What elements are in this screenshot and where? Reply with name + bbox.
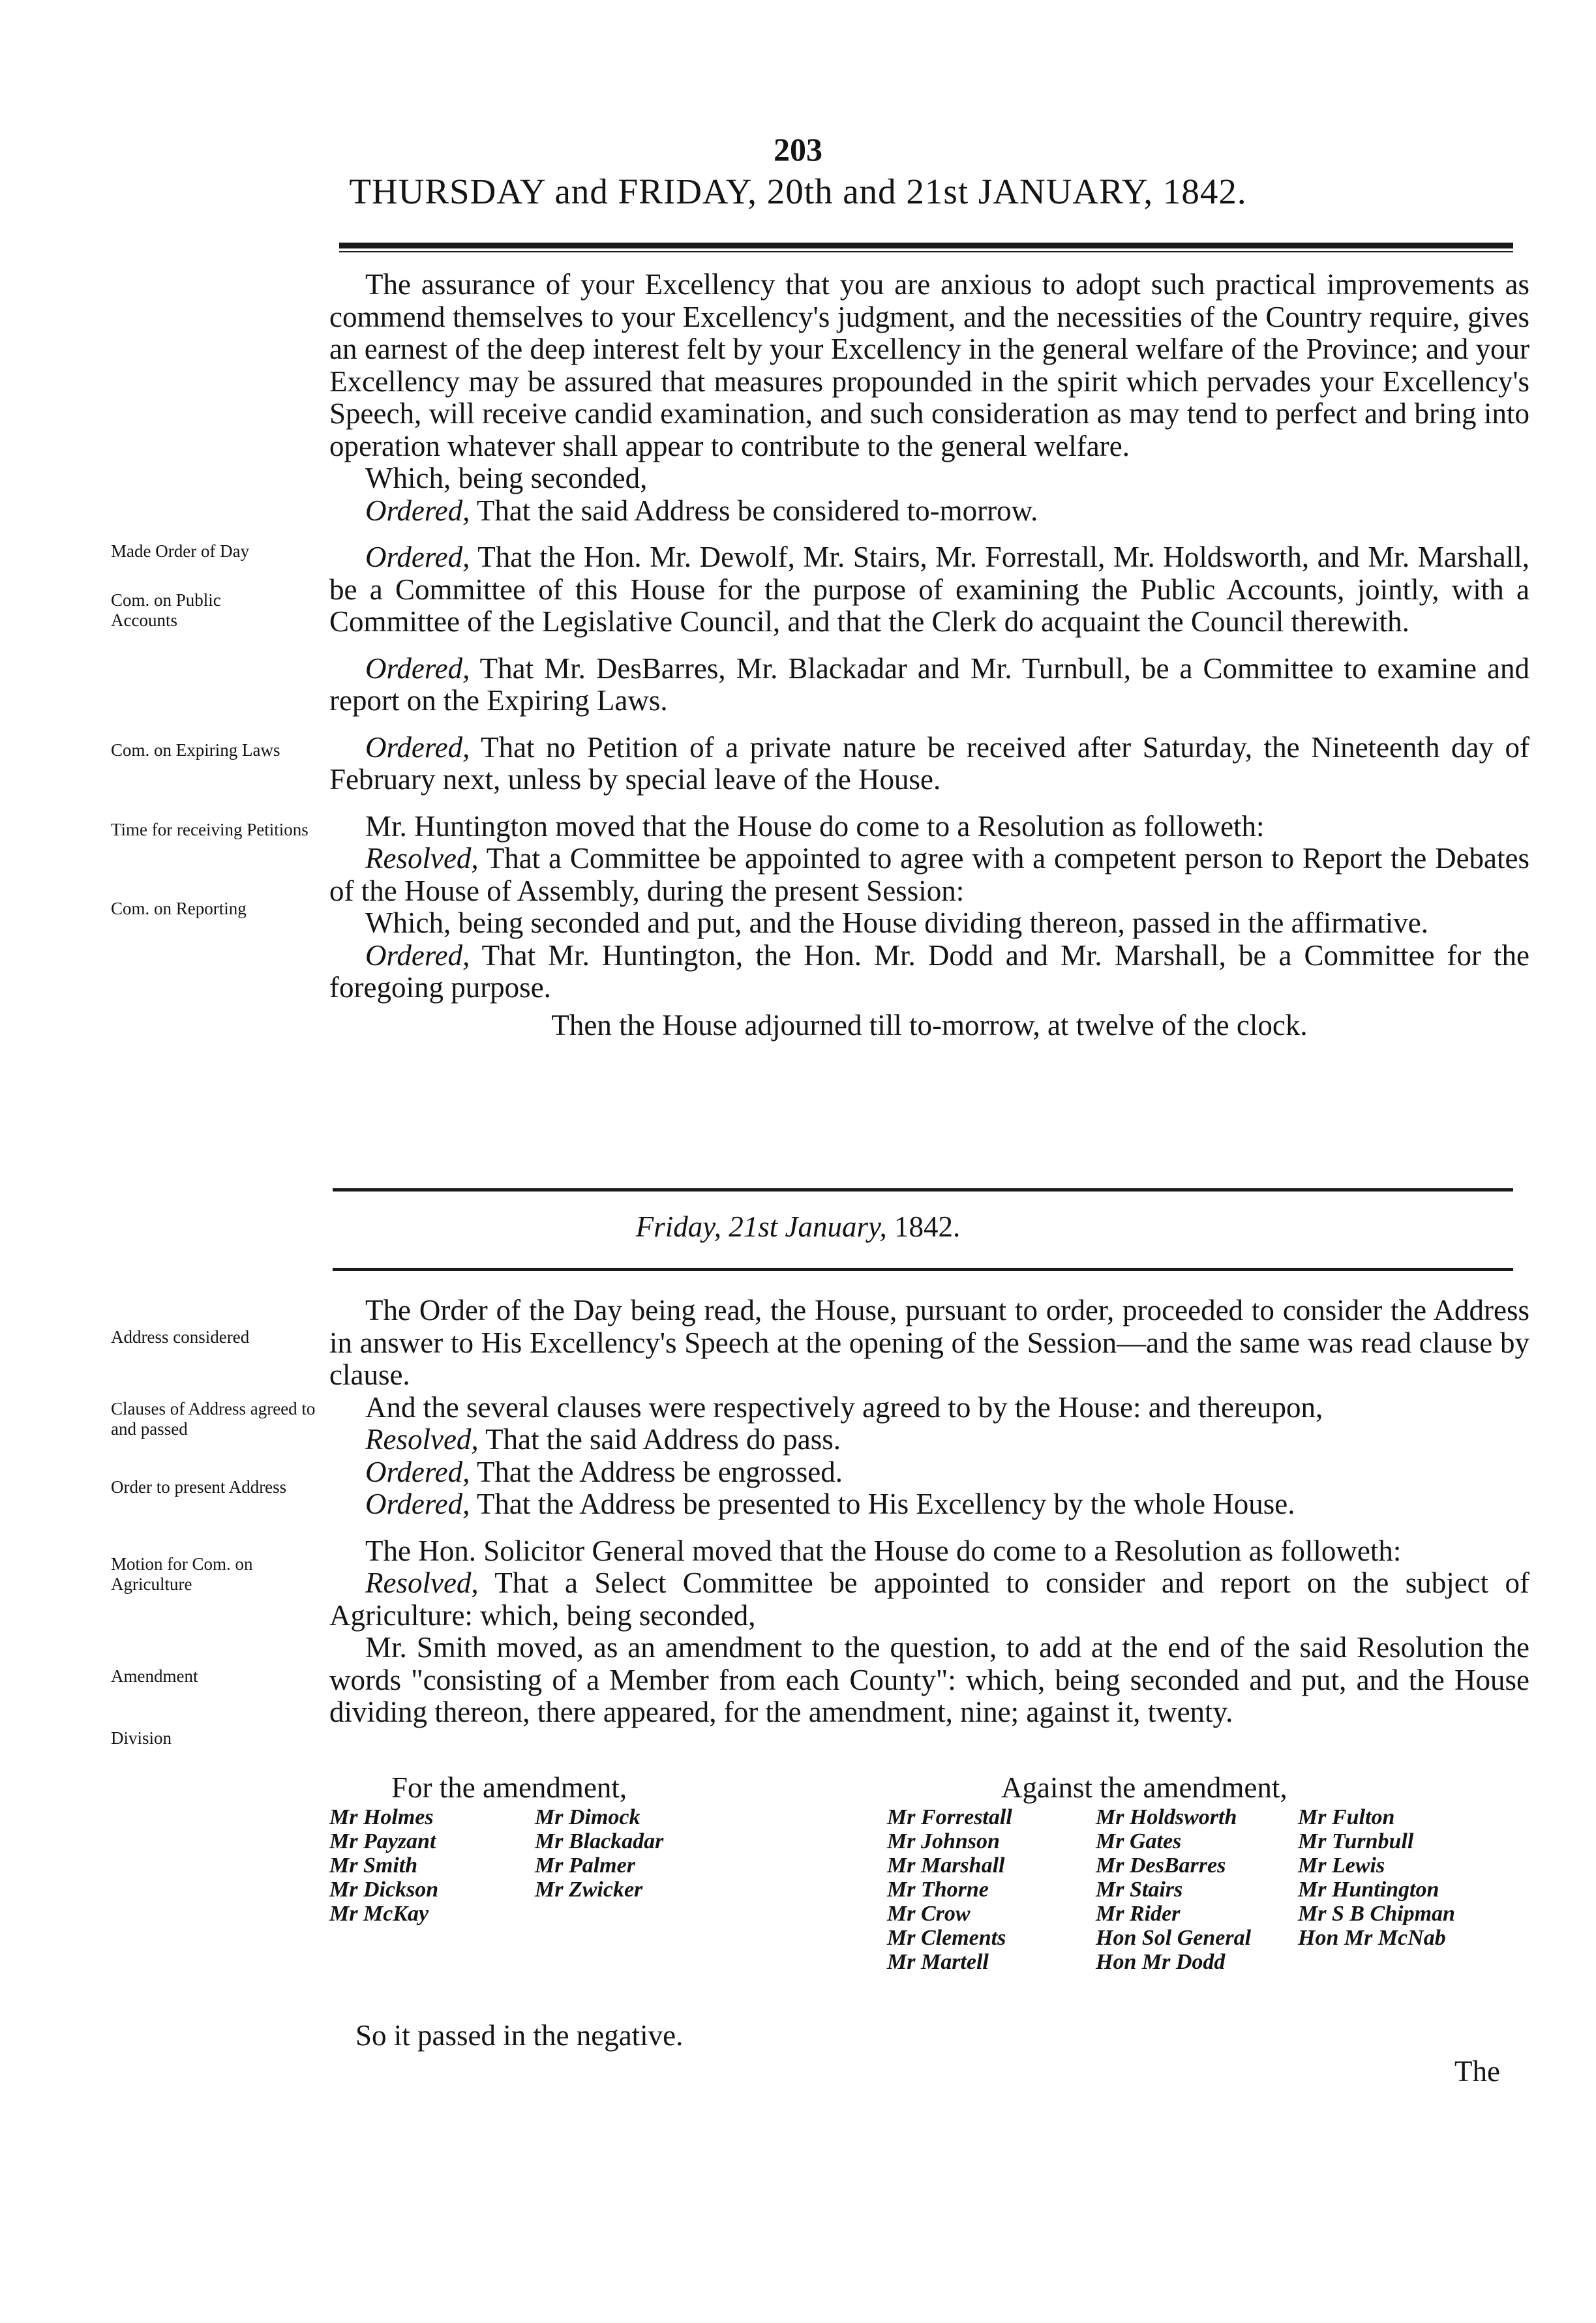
margin-note-amendment: Amendment [111, 1666, 198, 1686]
member-name: Mr Crow [887, 1902, 971, 1926]
against-names-col3 [1298, 1805, 1455, 1950]
margin-note-public-accounts: Com. on Public Accounts [111, 590, 221, 630]
margin-note-reporting: Com. on Reporting [111, 899, 247, 918]
friday-heading [0, 1210, 1596, 1244]
member-name: Mr Clements [887, 1926, 1006, 1950]
member-name: Hon Mr McNab [1298, 1926, 1446, 1950]
italic-label: Ordered, [365, 938, 470, 972]
italic-label: Ordered, [365, 1455, 470, 1488]
paragraph [329, 1424, 1529, 1456]
member-name: Mr Blackadar [535, 1829, 664, 1853]
paragraph [329, 541, 1529, 638]
margin-note-petitions: Time for receiving Petitions [111, 820, 309, 839]
paragraph-text: That the Address be engrossed. [470, 1455, 843, 1488]
member-name: Mr Johnson [887, 1829, 1000, 1853]
for-names-col1 [329, 1805, 438, 1926]
paragraph-text: That a Select Committee be appointed to consider and report on the subject of Agriculture: which, being seconded, [329, 1566, 1529, 1632]
section-divider [333, 1188, 1513, 1191]
paragraph [329, 732, 1529, 796]
margin-note-address-considered: Address considered [111, 1327, 250, 1347]
paragraph: The Order of the Day being read, the House, pursuant to order, proceeded to consider the Address in answer to His Excellency's Speech at the opening of the Session—and the same was read clause by clause. [329, 1294, 1529, 1391]
member-name: Mr Fulton [1298, 1805, 1395, 1829]
member-name: Mr Dimock [535, 1805, 640, 1829]
member-name: Mr Dickson [329, 1878, 439, 1902]
italic-label: Ordered, [365, 494, 470, 527]
against-amendment-heading: Against the amendment, [1001, 1771, 1287, 1804]
heading-year: 1842. [886, 1210, 961, 1243]
paragraph [329, 1488, 1529, 1521]
friday-rule [333, 1268, 1513, 1271]
paragraph: Mr. Huntington moved that the House do come to a Resolution as followeth: [365, 809, 1265, 843]
margin-note-expiring-laws: Com. on Expiring Laws [111, 740, 280, 760]
division-result: So it passed in the negative. [355, 2019, 684, 2052]
paragraph-text: That the Hon. Mr. Dewolf, Mr. Stairs, Mr. Forrestall, Mr. Holdsworth, and Mr. Marshall, be a Committee of this House for the purpose of examining the Public Accounts, jointly, with a Committee of the Legislative Council, and that the Clerk do acquaint the Council therewith. [329, 541, 1529, 638]
member-name: Mr Stairs [1096, 1878, 1183, 1902]
paragraph: Which, being seconded and put, and the House dividing thereon, passed in the affirmative. [365, 907, 1428, 939]
for-amendment-heading: For the amendment, [391, 1771, 627, 1804]
paragraph [329, 1456, 1529, 1489]
margin-note-motion-agriculture: Motion for Com. on Agriculture [111, 1554, 253, 1594]
against-names-col1 [887, 1805, 1012, 1974]
member-name: Mr Rider [1096, 1902, 1181, 1926]
member-name: Mr Marshall [887, 1853, 1005, 1878]
paragraph: And the several clauses were respectively agreed to by the House: and thereupon, [365, 1390, 1323, 1424]
italic-label: Ordered, [365, 730, 470, 764]
member-name: Hon Mr Dodd [1096, 1950, 1226, 1974]
paragraph-text: That the Address be presented to His Excellency by the whole House. [470, 1488, 1295, 1520]
margin-note-order-of-day: Made Order of Day [111, 541, 250, 561]
paragraph: The assurance of your Excellency that you are anxious to adopt such practical improvements as commend themselves to your Excellency's judgment, and the necessities of the Country require, gives an earnest of the deep interest felt by your Excellency in the general welfare of the Province; and your Excellency may be assured that measures propounded in the spirit which pervades your Excellency's Speech, will receive candid examination, and such consideration as may tend to perfect and bring into operation whatever shall appear to contribute to the general welfare. [329, 268, 1529, 462]
paragraph-text: That the said Address be considered to-morrow. [470, 494, 1038, 527]
member-name: Mr McKay [329, 1902, 429, 1926]
member-name: Mr Zwicker [535, 1878, 643, 1902]
section-friday [329, 1295, 1529, 1729]
margin-note-order-present: Order to present Address [111, 1477, 287, 1497]
member-name: Mr Smith [329, 1853, 418, 1878]
italic-label: Resolved, [365, 1566, 479, 1599]
paragraph-text: That no Petition of a private nature be received after Saturday, the Nineteenth day of February next, unless by special leave of the House. [329, 730, 1529, 796]
italic-label: Ordered, [365, 652, 470, 685]
italic-label: Ordered, [365, 1488, 470, 1520]
adjournment: Then the House adjourned till to-morrow, at twelve of the clock. [551, 1008, 1308, 1042]
paragraph: Mr. Smith moved, as an amendment to the question, to add at the end of the said Resolution the words "consisting of a Member from each County": which, being seconded and put, and the House dividing thereon, there appeared, for the amendment, nine; against it, twenty. [329, 1631, 1529, 1728]
italic-label: Resolved, [365, 1423, 479, 1456]
page-number: 203 [774, 131, 822, 168]
heading-date: 21st January, [729, 1210, 887, 1243]
header-rule [339, 243, 1513, 248]
paragraph [329, 495, 1529, 528]
margin-note-division: Division [111, 1728, 172, 1748]
member-name: Mr Forrestall [887, 1805, 1012, 1829]
against-names-col2 [1096, 1805, 1251, 1974]
italic-label: Resolved, [365, 842, 479, 875]
member-name: Mr Holdsworth [1096, 1805, 1237, 1829]
paragraph-text: That Mr. DesBarres, Mr. Blackadar and Mr. Turnbull, be a Committee to examine and report on the Expiring Laws. [329, 652, 1529, 717]
member-name: Mr Holmes [329, 1805, 434, 1829]
member-name: Hon Sol General [1096, 1926, 1252, 1950]
header-rule-thin [339, 251, 1513, 252]
paragraph [329, 843, 1529, 907]
member-name: Mr Lewis [1298, 1853, 1385, 1878]
member-name: Mr S B Chipman [1298, 1902, 1455, 1926]
paragraph [329, 653, 1529, 717]
for-names-col2 [535, 1805, 663, 1902]
member-name: Mr Turnbull [1298, 1829, 1414, 1853]
member-name: Mr Thorne [887, 1878, 989, 1902]
paragraph [329, 940, 1529, 1004]
italic-label: Ordered, [365, 541, 470, 573]
member-name: Mr DesBarres [1096, 1853, 1226, 1878]
page-header: THURSDAY and FRIDAY, 20th and 21st JANUARY, 1842. [349, 172, 1247, 211]
heading-day: Friday, [635, 1210, 721, 1243]
paragraph [329, 1567, 1529, 1632]
paragraph: The Hon. Solicitor General moved that the House do come to a Resolution as followeth: [365, 1534, 1402, 1567]
member-name: Mr Martell [887, 1950, 989, 1974]
member-name: Mr Gates [1096, 1829, 1182, 1853]
margin-note-clauses: Clauses of Address agreed to and passed [111, 1399, 316, 1439]
catchword: The [1454, 2055, 1500, 2088]
member-name: Mr Palmer [535, 1853, 635, 1878]
paragraph-text: That Mr. Huntington, the Hon. Mr. Dodd and Mr. Marshall, be a Committee for the foregoing purpose. [329, 938, 1529, 1004]
section-thursday [329, 269, 1529, 1042]
paragraph-text: That the said Address do pass. [478, 1423, 841, 1456]
paragraph-text: That a Committee be appointed to agree with a competent person to Report the Debates of the House of Assembly, during the present Session: [329, 842, 1529, 907]
member-name: Mr Huntington [1298, 1878, 1439, 1902]
paragraph: Which, being seconded, [365, 462, 648, 494]
member-name: Mr Payzant [329, 1829, 436, 1853]
